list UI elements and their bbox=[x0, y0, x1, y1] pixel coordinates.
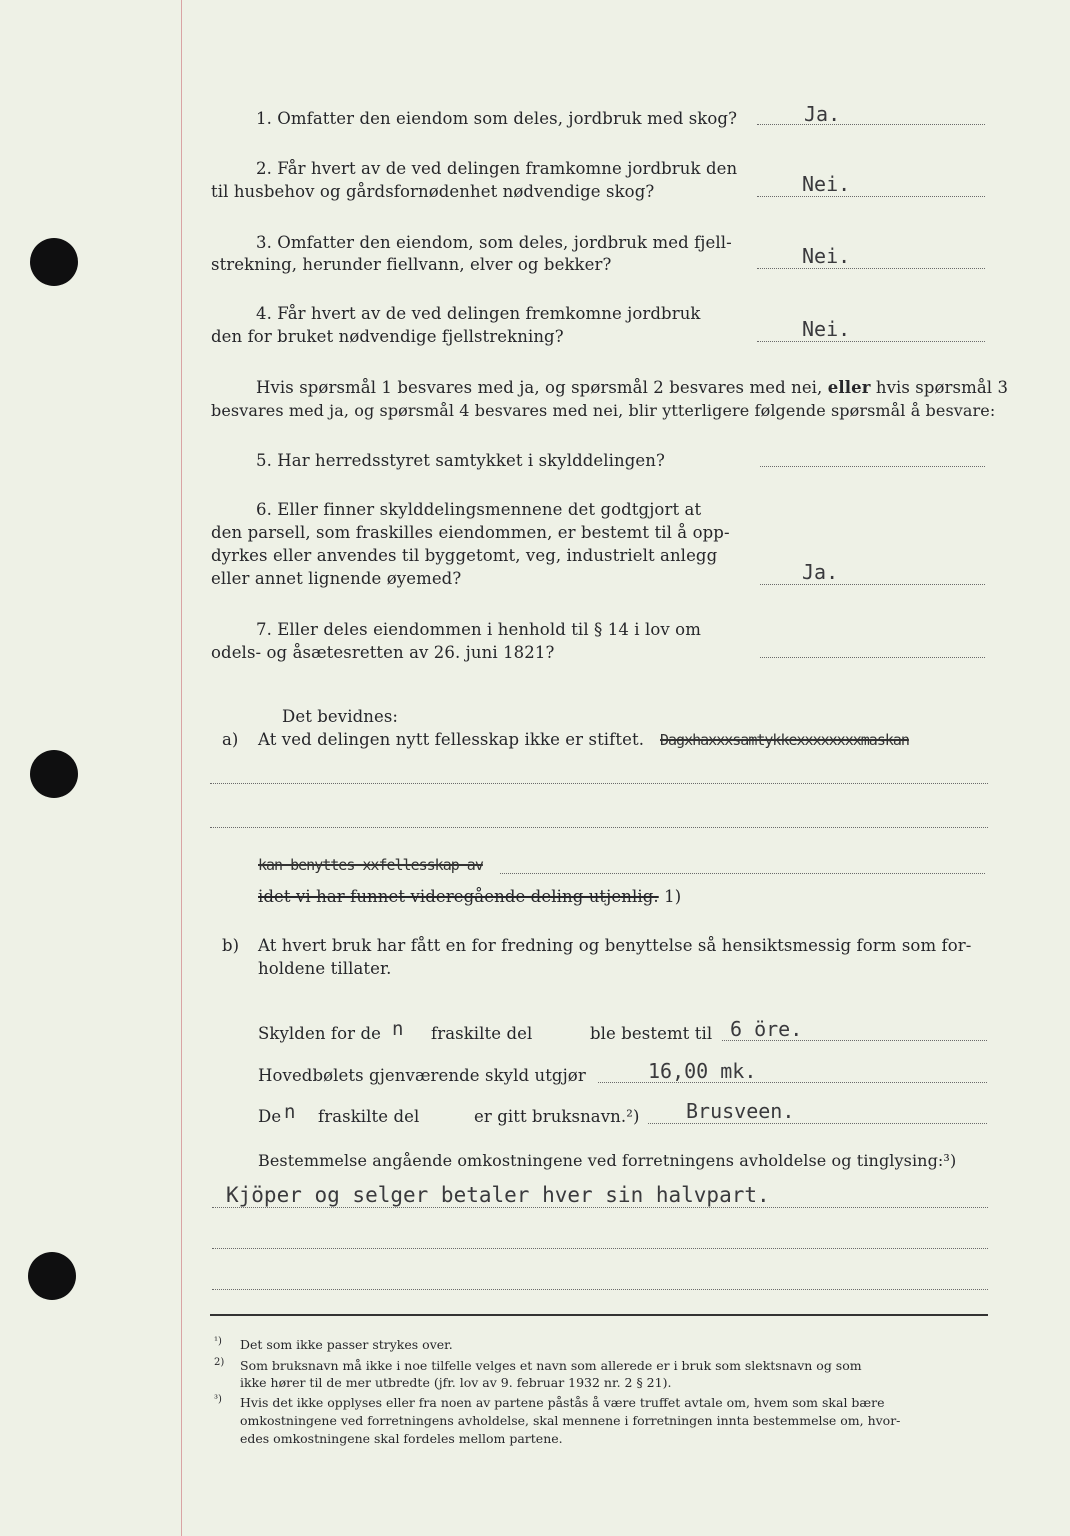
certify-heading: Det bevidnes: bbox=[282, 707, 399, 726]
footnote-3-line-1: Hvis det ikke opplyses eller fra noen av partene påstås å være truffet avtale om, hvem som skal bære bbox=[240, 1395, 885, 1410]
certify-a-struck-text: Dagxhaxxxsamtykkexxxxxxxxmaskan bbox=[660, 731, 909, 749]
punch-hole-middle bbox=[30, 750, 78, 798]
answer-6: Ja. bbox=[802, 560, 839, 584]
condition-line-1 bbox=[256, 376, 1008, 399]
question-6-line-2: den parsell, som fraskilles eiendommen, er bestemt til å opp- bbox=[211, 523, 730, 542]
condition-eller: eller bbox=[827, 378, 871, 397]
condition-line-2: besvares med ja, og spørsmål 4 besvares med nei, blir ytterligere følgende spørsmål å besvare: bbox=[211, 401, 996, 420]
answer-line-4 bbox=[757, 341, 985, 342]
footnote-3-line-2: omkostningene ved forretningens avholdelse, skal mennene i forretningen innta bestemmelse om, hvor- bbox=[240, 1413, 901, 1428]
struck-sentence-footnote-mark: 1) bbox=[664, 887, 682, 906]
certify-line-2 bbox=[210, 827, 988, 828]
hoved-label: Hovedbølets gjenværende skyld utgjør bbox=[258, 1066, 586, 1085]
struck-sentence-text: idet vi har funnet videregående deling utjenlig. bbox=[258, 887, 659, 906]
answer-4: Nei. bbox=[802, 317, 851, 341]
question-4-line-1: 4. Får hvert av de ved delingen fremkomne jordbruk bbox=[256, 304, 701, 323]
question-2-line-1: 2. Får hvert av de ved delingen framkomne jordbruk den bbox=[256, 159, 738, 178]
answer-line-3 bbox=[757, 268, 985, 269]
footnote-3-mark: ³) bbox=[214, 1394, 222, 1405]
question-6-line-1: 6. Eller finner skylddelingsmennene det godtgjort at bbox=[256, 500, 702, 519]
skyld-hand-n: n bbox=[392, 1018, 404, 1040]
certify-line-1 bbox=[210, 783, 988, 784]
condition-text-a: Hvis spørsmål 1 besvares med ja, og spørsmål 2 besvares med nei, bbox=[256, 378, 823, 397]
question-3-line-2: strekning, herunder fiellvann, elver og bekker? bbox=[211, 255, 612, 274]
certify-a-text: At ved delingen nytt fellesskap ikke er stiftet. bbox=[258, 730, 645, 749]
question-7-line-1: 7. Eller deles eiendommen i henhold til § 14 i lov om bbox=[256, 620, 701, 639]
answer-1: Ja. bbox=[804, 102, 841, 126]
question-2-line-2: til husbehov og gårdsfornødenhet nødvendige skog? bbox=[211, 182, 655, 201]
answer-2: Nei. bbox=[802, 172, 851, 196]
footnote-3-line-3: edes omkostningene skal fordeles mellom partene. bbox=[240, 1431, 563, 1446]
answer-line-1 bbox=[757, 124, 985, 125]
name-mid: fraskilte del bbox=[318, 1107, 420, 1126]
answer-line-5 bbox=[760, 466, 985, 467]
name-value: Brusveen. bbox=[686, 1099, 795, 1123]
cost-line-3 bbox=[212, 1289, 988, 1290]
question-1: 1. Omfatter den eiendom som deles, jordbruk med skog? bbox=[256, 109, 738, 128]
skyld-mid: fraskilte del bbox=[431, 1024, 533, 1043]
struck-sentence bbox=[258, 885, 681, 908]
question-6-line-4: eller annet lignende øyemed? bbox=[211, 569, 462, 588]
punch-hole-top bbox=[30, 238, 78, 286]
skyld-suffix: ble bestemt til bbox=[590, 1024, 713, 1043]
question-7-line-2: odels- og åsætesretten av 26. juni 1821? bbox=[211, 643, 555, 662]
name-line bbox=[648, 1123, 987, 1124]
condition-text-c: hvis spørsmål 3 bbox=[875, 378, 1009, 397]
footnote-2-line-2: ikke hører til de mer utbredte (jfr. lov av 9. februar 1932 nr. 2 § 21). bbox=[240, 1375, 672, 1390]
hoved-value: 16,00 mk. bbox=[648, 1059, 757, 1083]
cost-value: Kjöper og selger betaler hver sin halvpart. bbox=[226, 1183, 770, 1207]
footnote-2-mark: 2) bbox=[214, 1357, 225, 1368]
answer-line-2 bbox=[757, 196, 985, 197]
cost-line-2 bbox=[212, 1248, 988, 1249]
footnote-1: Det som ikke passer strykes over. bbox=[240, 1337, 453, 1352]
certify-line-3 bbox=[500, 873, 985, 874]
answer-3: Nei. bbox=[802, 244, 851, 268]
footnote-rule bbox=[210, 1314, 988, 1316]
footnote-1-mark: ¹) bbox=[214, 1336, 222, 1347]
name-prefix: De bbox=[258, 1107, 282, 1126]
footnote-2-line-1: Som bruksnavn må ikke i noe tilfelle velges et navn som allerede er i bruk som slektsnavn og som bbox=[240, 1358, 862, 1373]
certify-b-label: b) bbox=[222, 936, 240, 955]
struck-fellesskap-line: kan benyttes xxfellesskap av bbox=[258, 856, 483, 874]
certify-b-line-2: holdene tillater. bbox=[258, 959, 392, 978]
certify-b-line-1: At hvert bruk har fått en for fredning og benyttelse så hensiktsmessig form som for- bbox=[258, 936, 972, 955]
question-4-line-2: den for bruket nødvendige fjellstrekning? bbox=[211, 327, 564, 346]
certify-a-label: a) bbox=[222, 730, 239, 749]
answer-line-6 bbox=[760, 584, 985, 585]
name-hand-n: n bbox=[284, 1101, 296, 1123]
question-6-line-3: dyrkes eller anvendes til byggetomt, veg, industrielt anlegg bbox=[211, 546, 718, 565]
name-suffix: er gitt bruksnavn.²) bbox=[474, 1107, 640, 1126]
question-5: 5. Har herredsstyret samtykket i skylddelingen? bbox=[256, 451, 665, 470]
cost-label: Bestemmelse angående omkostningene ved forretningens avholdelse og tinglysing:³) bbox=[258, 1151, 957, 1170]
answer-line-7 bbox=[760, 657, 985, 658]
cost-line-1 bbox=[212, 1207, 988, 1208]
punch-hole-bottom bbox=[28, 1252, 76, 1300]
skyld-value: 6 öre. bbox=[730, 1017, 803, 1041]
skyld-prefix: Skylden for de bbox=[258, 1024, 381, 1043]
question-3-line-1: 3. Omfatter den eiendom, som deles, jordbruk med fjell- bbox=[256, 233, 732, 252]
margin-rule bbox=[181, 0, 182, 1536]
